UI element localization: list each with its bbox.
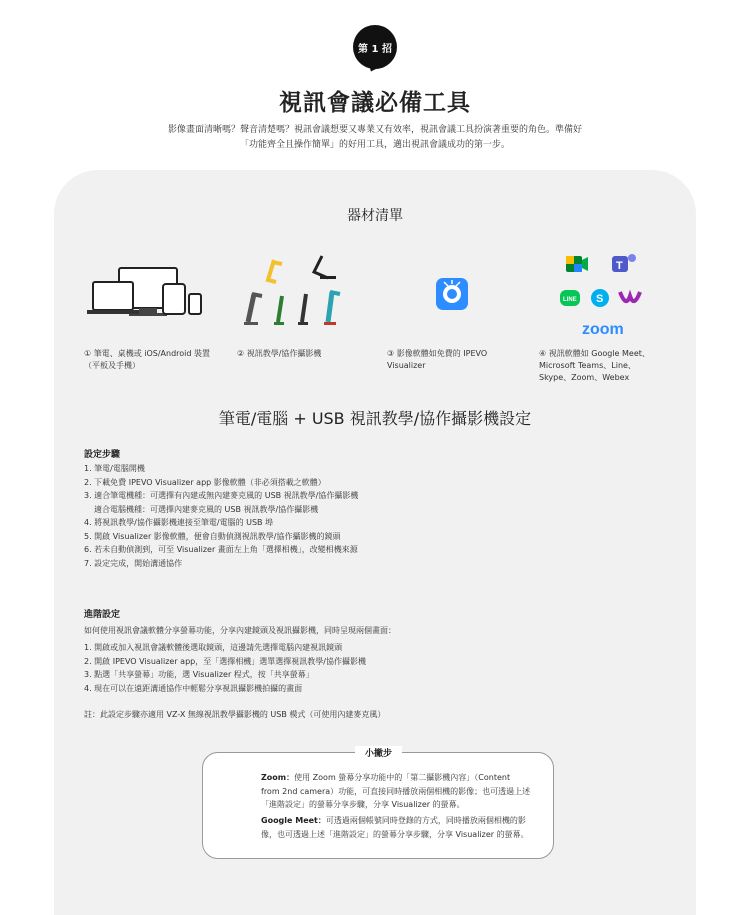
- document-cameras-illustration: [234, 250, 374, 330]
- conferencing-apps-illustration: [534, 250, 674, 338]
- intro-text: 影像畫面清晰嗎？聲音清楚嗎？視訊會議想要又專業又有效率，視訊會議工具扮演著重要的角色。準備好「功能齊全且操作簡單」的好用工具，邁出視訊會議成功的第一步。: [167, 125, 582, 150]
- advanced-heading: 進階設定: [84, 610, 121, 620]
- equipment-heading: 器材清單: [347, 208, 403, 224]
- setup-note: 註：此設定步驟亦適用 VZ-X 無線視訊教學攝影機的 USB 模式（可使用內建麥克風）: [84, 710, 386, 719]
- list-item: 3. 適合筆電機種：可選擇有內建或無內建麥克風的 USB 視訊教學/協作攝影機: [84, 491, 359, 500]
- advanced-steps-list: [84, 641, 366, 695]
- devices-illustration: [79, 250, 219, 330]
- list-item: 3. 點選「共享螢幕」功能，選 Visualizer 程式，按「共享螢幕」: [84, 670, 314, 679]
- list-item: 5. 開啟 Visualizer 影像軟體，便會自動偵測視訊教學/協作攝影機的鏡頭: [84, 531, 341, 541]
- list-item: 2. 開啟 IPEVO Visualizer app，至「選擇相機」選單選擇視訊教學/協作攝影機: [84, 656, 366, 666]
- tip-zoom-text: 使用 Zoom 螢幕分享功能中的「第二攝影機內容」（Content from 2nd camera）功能，可直接同時播放兩個相機的影像；也可透過上述「進階設定」的螢幕分享步驟，分享 Visualizer 的螢幕。: [261, 773, 531, 809]
- setup-steps-list: [84, 462, 358, 570]
- list-item: 4. 現在可以在遠距溝通協作中輕鬆分享視訊攝影機拍攝的畫面: [84, 683, 303, 693]
- tip-label: 小撇步: [355, 746, 402, 759]
- zoom-logo: zoom: [582, 321, 624, 338]
- equipment-caption-2: ② 視訊教學/協作攝影機: [237, 349, 322, 358]
- list-item: 1. 開啟或加入視訊會議軟體後選取鏡頭，這邊請先選擇電腦內建視訊鏡頭: [84, 643, 343, 652]
- visualizer-app-illustration: [384, 250, 524, 330]
- list-item: 4. 將視訊教學/協作攝影機連接至筆電/電腦的 USB 埠: [84, 518, 274, 527]
- content-panel: [54, 170, 696, 915]
- steps-heading: 設定步驟: [84, 450, 121, 460]
- svg-text:S: S: [596, 293, 604, 305]
- list-item: 2. 下載免費 IPEVO Visualizer app 影像軟體（非必須搭載之軟體）: [84, 477, 326, 487]
- tip-zoom: [261, 771, 531, 812]
- tip-box: [202, 749, 554, 859]
- list-item: 7. 設定完成，開始溝通協作: [84, 558, 183, 568]
- equipment-caption-4: ④ 視訊軟體如 Google Meet、Microsoft Teams、Line、Skype、Zoom、Webex: [539, 349, 650, 382]
- svg-text:T: T: [616, 260, 623, 272]
- line-icon-label: LINE: [563, 297, 577, 303]
- step-badge: 第 1 招: [353, 25, 397, 69]
- page-title: 視訊會議必備工具: [279, 90, 471, 116]
- advanced-intro: 如何使用視訊會議軟體分享螢幕功能，分享內建鏡頭及視訊攝影機，同時呈現兩個畫面：: [84, 626, 396, 635]
- tip-meet: [261, 814, 531, 841]
- list-item: 6. 若未自動偵測到，可至 Visualizer 畫面左上角「選擇相機」，改變相機來源: [84, 545, 358, 554]
- setup-heading: 筆電/電腦 + USB 視訊教學/協作攝影機設定: [218, 409, 532, 428]
- tip-zoom-label: Zoom：: [261, 773, 295, 782]
- list-item: 1. 筆電/電腦開機: [84, 464, 145, 473]
- equipment-caption-3: ③ 影像軟體如免費的 IPEVO Visualizer: [387, 349, 488, 370]
- tip-meet-label: Google Meet：: [261, 816, 326, 825]
- tip-meet-text: 可透過兩個帳號同時登錄的方式，同時播放兩個相機的影像，也可透過上述「進階設定」的螢幕分享步驟，分享 Visualizer 的螢幕。: [261, 816, 529, 839]
- equipment-caption-1: ① 筆電、桌機或 iOS/Android 裝置（平板及手機）: [84, 349, 211, 370]
- list-item: 適合電腦機種：可選擇內建麥克風的 USB 視訊教學/協作攝影機: [94, 504, 319, 514]
